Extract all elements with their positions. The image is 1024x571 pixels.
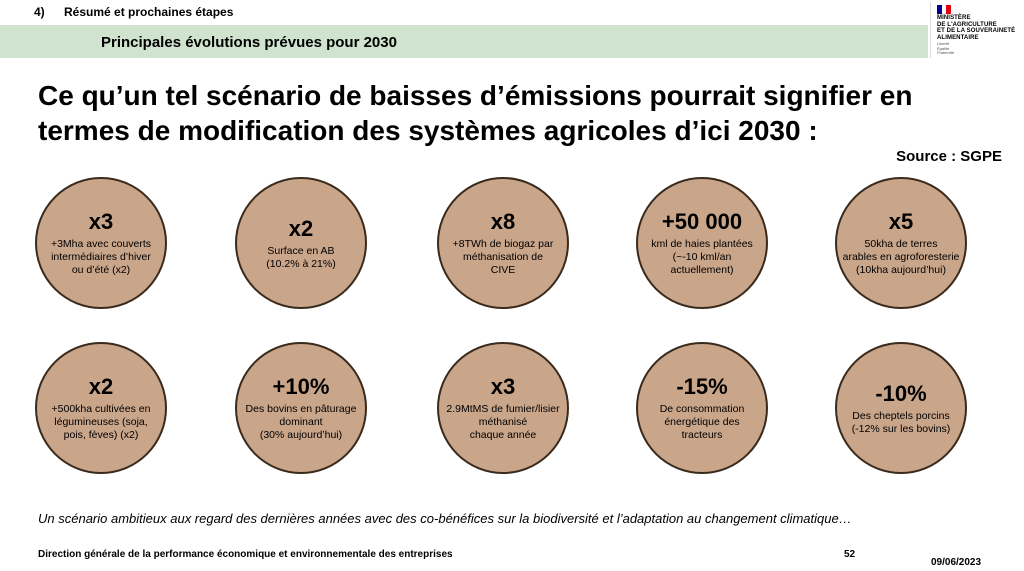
stat-description: +8TWh de biogaz par méthanisation de CIVE (452, 238, 554, 276)
stat-circle (636, 177, 768, 309)
ministry-logo (930, 2, 1021, 58)
slide-subtitle: Principales évolutions prévues pour 2030 (101, 34, 397, 51)
stat-description: 50kha de terres arables en agroforesterie (10kha aujourd’hui) (842, 238, 960, 276)
footer-organization: Direction générale de la performance économique et environnementale des entreprises (38, 549, 453, 560)
stat-circle (437, 177, 569, 309)
subtitle-band (0, 25, 928, 58)
stat-circle (235, 342, 367, 474)
stat-description: +3Mha avec couverts intermédiaires d’hiver ou d’été (x2) (50, 238, 152, 276)
section-title: Résumé et prochaines étapes (64, 5, 234, 19)
stat-description: Des cheptels porcins (-12% sur les bovins) (851, 409, 951, 435)
stat-circle (835, 342, 967, 474)
stat-description: Des bovins en pâturage dominant (30% aujourd’hui) (245, 403, 357, 441)
page-title: Ce qu’un tel scénario de baisses d’émissions pourrait signifier en termes de modification des systèmes agricoles d’ici 2030 : (38, 80, 913, 146)
ministry-name: MINISTÈRE DE L'AGRICULTURE ET DE LA SOUVERAINETÉ ALIMENTAIRE (937, 15, 1016, 41)
footer-date: 09/06/2023 (931, 557, 982, 568)
stat-circle (636, 342, 768, 474)
stat-description: +500kha cultivées en légumineuses (soja, pois, fèves) (x2) (51, 403, 151, 441)
stat-value: x3 (490, 374, 516, 399)
stat-description: kml de haies plantées (~-10 kml/an actuellement) (651, 238, 753, 276)
french-flag-icon (937, 5, 951, 14)
stat-value: +10% (272, 374, 330, 399)
stat-value: x8 (490, 209, 516, 234)
stat-circle (835, 177, 967, 309)
stat-value: x5 (888, 209, 914, 234)
stat-circle (235, 177, 367, 309)
stat-value: -15% (676, 374, 728, 399)
stat-circle (437, 342, 569, 474)
stat-value: +50 000 (661, 209, 743, 234)
stat-description: De consommation énergétique des tracteurs (659, 403, 745, 441)
stat-value: x2 (88, 374, 114, 399)
page-number: 52 (844, 549, 856, 560)
stat-value: x3 (88, 209, 114, 234)
stat-circle (35, 177, 167, 309)
stat-description: 2.9MtMS de fumier/lisier méthanisé chaque année (446, 403, 560, 441)
footer-note: Un scénario ambitieux aux regard des dernières années avec des co-bénéfices sur la biodiversité et l’adaptation au changement climatique… (38, 511, 852, 526)
section-number: 4) (34, 5, 45, 19)
stat-description: Surface en AB (10.2% à 21%) (266, 244, 336, 270)
stat-value: -10% (875, 380, 927, 406)
republic-motto: Liberté Égalité Fraternité (937, 41, 955, 55)
source-label: Source : SGPE (896, 148, 1002, 165)
header-top-bar (0, 0, 928, 25)
stat-value: x2 (288, 215, 314, 241)
stat-circle (35, 342, 167, 474)
